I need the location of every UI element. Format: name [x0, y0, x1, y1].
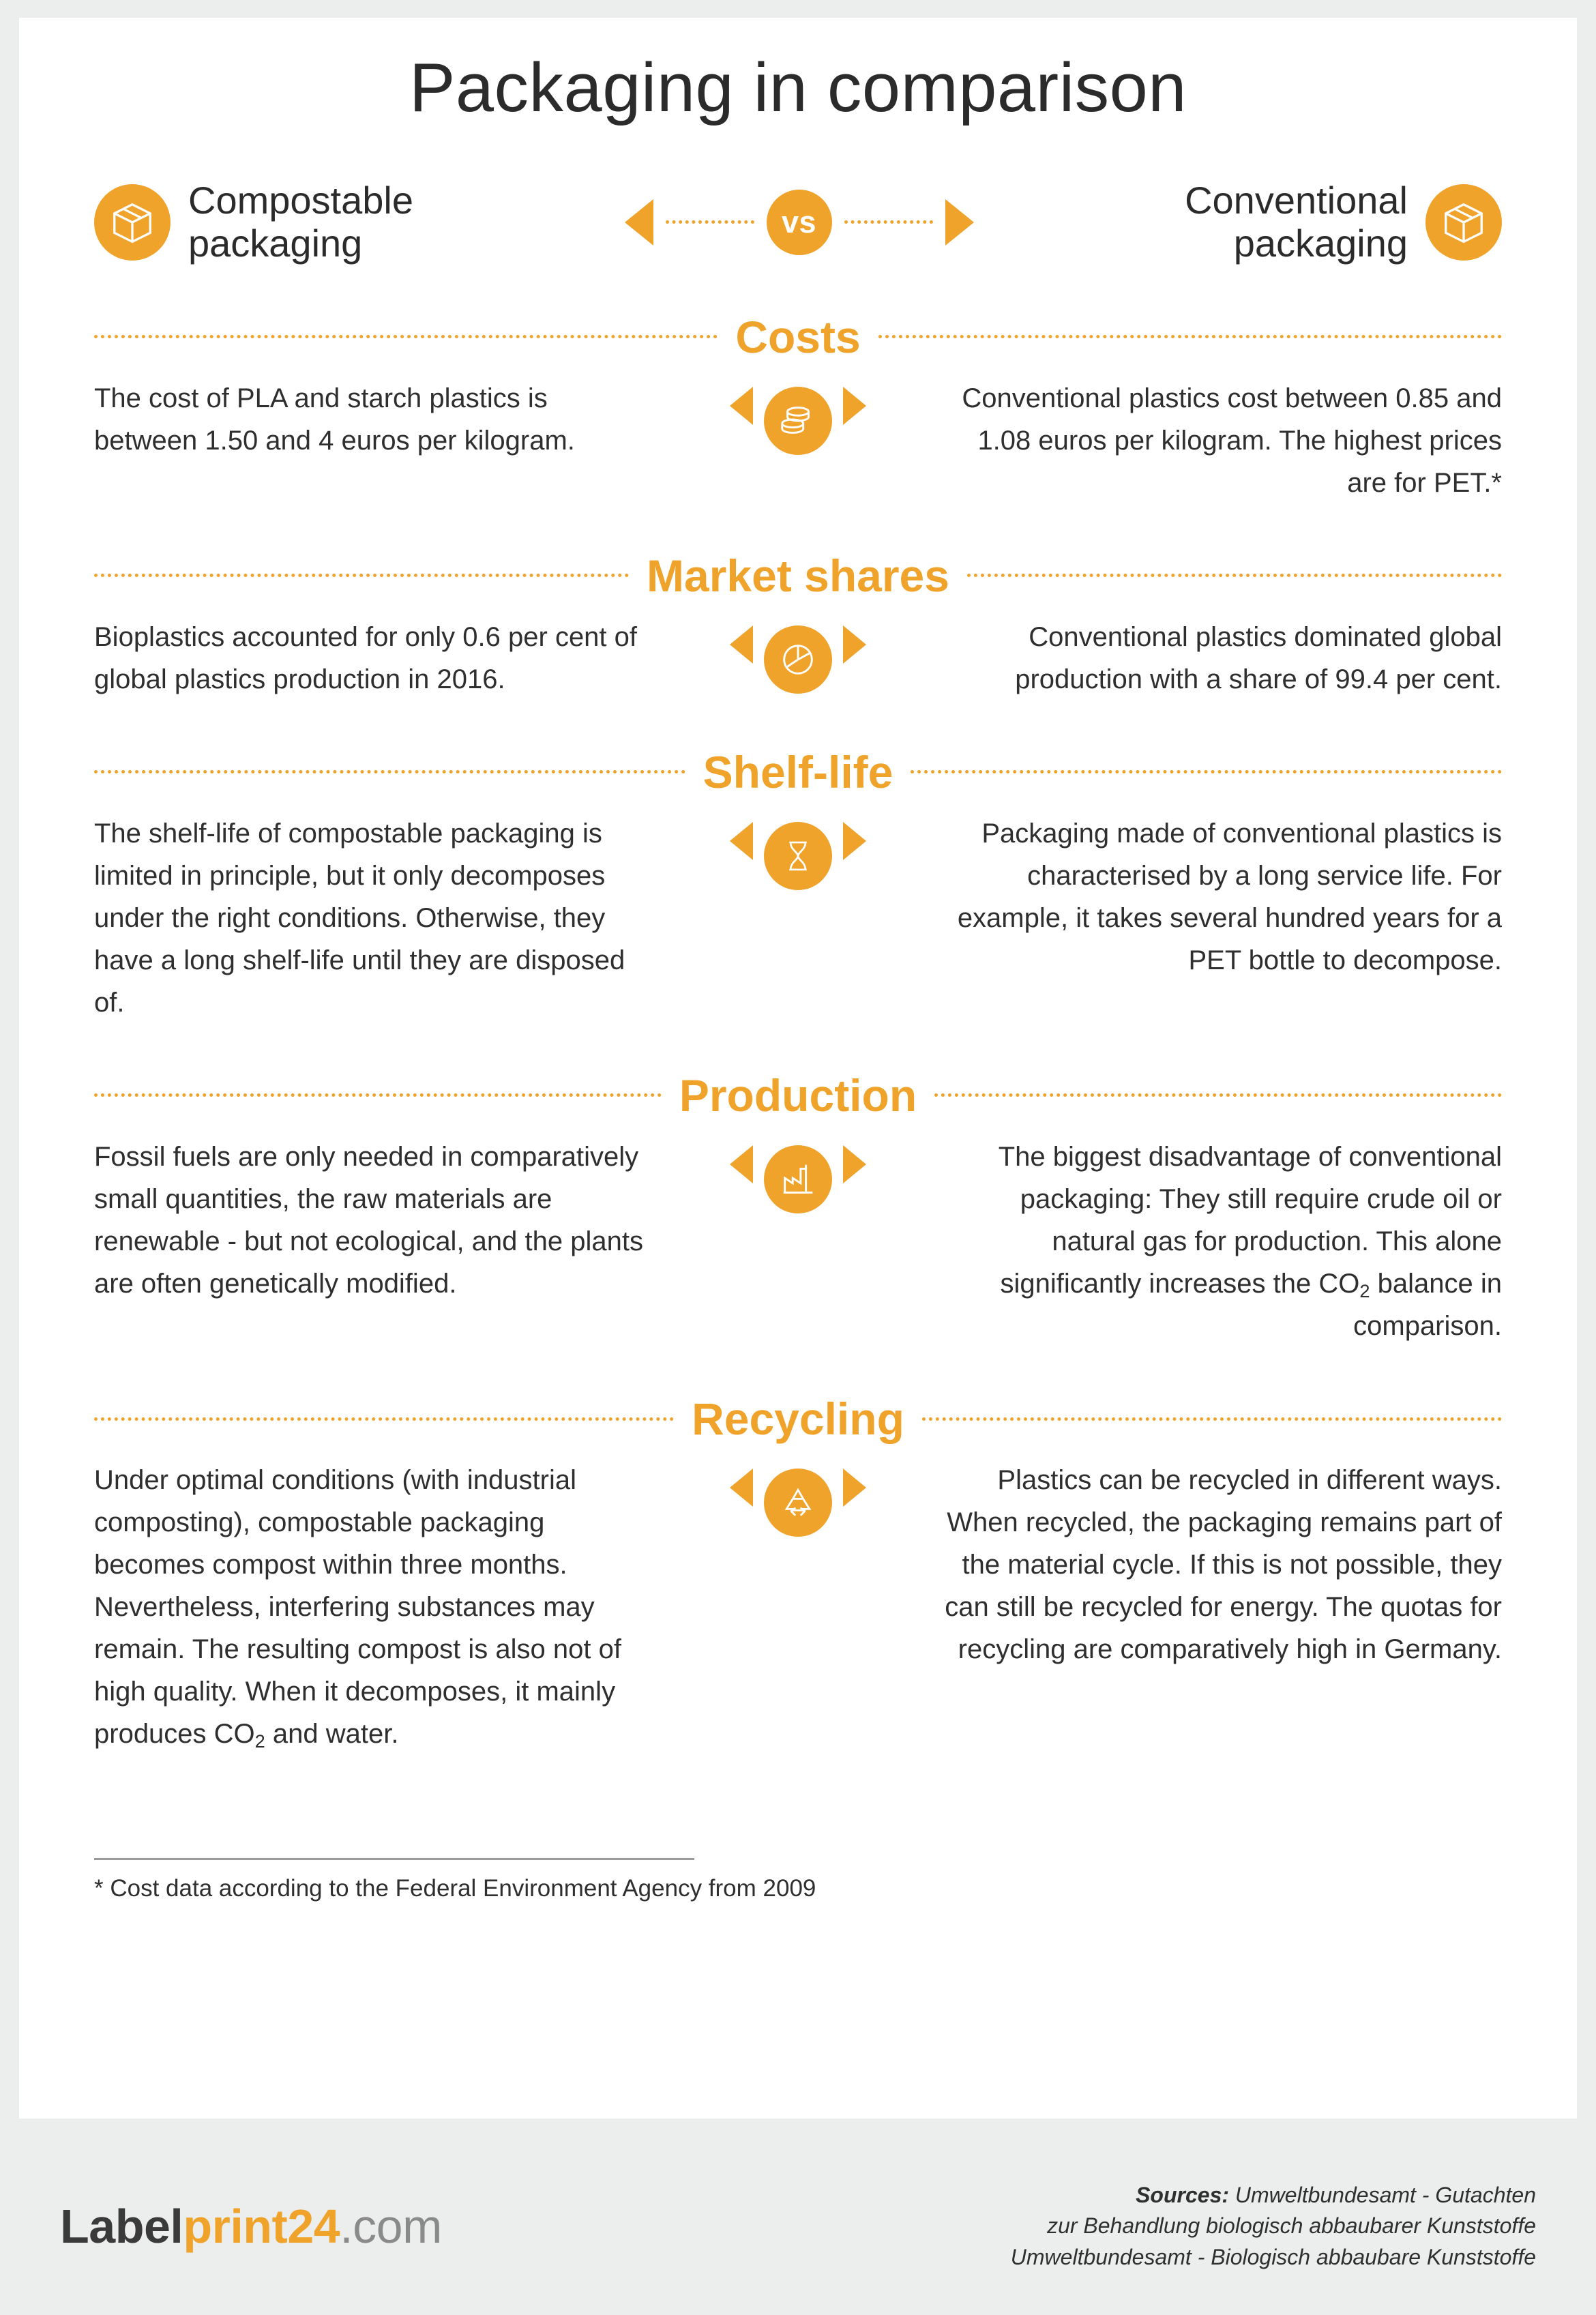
section-right-text-pre: The biggest disadvantage of conventional packaging: They still require crude oil or natural gas for production. This alone significantly increases the CO [998, 1141, 1502, 1299]
section-icon-group [660, 812, 936, 890]
header-left-label-line2: packaging [188, 221, 363, 265]
dotted-connector-left [666, 220, 754, 224]
section-title: Production [679, 1070, 917, 1121]
dotted-rule [967, 574, 1502, 577]
brand-logo[interactable] [60, 2199, 442, 2254]
section-left-text [94, 1459, 660, 1756]
footer-bar [0, 2138, 1596, 2315]
dotted-rule [94, 574, 629, 577]
co2-subscript: 2 [1359, 1280, 1370, 1301]
section-body [94, 1136, 1502, 1348]
vs-badge: vs [767, 190, 832, 255]
section-left-text-post: and water. [265, 1719, 399, 1750]
section-body [94, 812, 1502, 1024]
box-icon [94, 184, 171, 261]
arrow-left-icon [730, 387, 753, 425]
vs-group [625, 190, 974, 255]
section-body [94, 377, 1502, 504]
comparison-header [94, 179, 1502, 265]
dotted-rule [911, 770, 1502, 773]
sources-line-1 [1011, 2180, 1536, 2211]
dotted-rule [922, 1417, 1502, 1421]
footnote-text: * Cost data according to the Federal Environment Agency from 2009 [94, 1875, 816, 1902]
logo-part-print: print [183, 2200, 288, 2253]
header-right-side [1185, 179, 1502, 265]
section-title: Market shares [647, 550, 949, 601]
section-right-text [936, 1136, 1502, 1348]
arrow-right-icon [843, 1469, 866, 1507]
section-title: Shelf-life [703, 746, 893, 797]
section-left-text-pre: Under optimal conditions (with industrial composting), compostable packaging becomes compost within three months. Nevertheless, interfering substances may remain. The resulting compost is also not of high quality. When it decomposes, it mainly produces CO [94, 1465, 621, 1750]
section-heading [94, 1070, 1502, 1121]
arrow-right-icon [843, 1145, 866, 1183]
section-right-text-post: balance in comparison. [1353, 1268, 1502, 1342]
dotted-connector-right [844, 220, 933, 224]
box-icon [1425, 184, 1502, 261]
dotted-rule [94, 335, 718, 338]
header-left-side [94, 179, 413, 265]
section-title: Costs [735, 311, 861, 362]
dotted-rule [94, 1093, 662, 1097]
section-icon-group [660, 616, 936, 694]
dotted-rule [94, 770, 685, 773]
section-icon-group [660, 1459, 936, 1537]
header-right-label-line1: Conventional [1185, 179, 1408, 222]
sources-label: Sources: [1136, 2182, 1230, 2207]
header-left-label [188, 179, 413, 265]
sources-line-2: zur Behandlung biologisch abbaubarer Kunststoffe [1047, 2213, 1536, 2239]
section-market-shares [94, 550, 1502, 701]
header-left-label-line1: Compostable [188, 179, 413, 222]
arrow-left-icon [730, 1145, 753, 1183]
arrow-left-icon [730, 822, 753, 860]
section-recycling [94, 1396, 1502, 1756]
section-left-text: The cost of PLA and starch plastics is between 1.50 and 4 euros per kilogram. [94, 383, 575, 456]
section-body [94, 1459, 1502, 1756]
section-shelf-life [94, 746, 1502, 1024]
section-left-text: Bioplastics accounted for only 0.6 per cent of global plastics production in 2016. [94, 621, 638, 694]
arrow-right-icon [945, 199, 974, 246]
arrow-right-icon [843, 625, 866, 664]
section-body [94, 616, 1502, 701]
logo-part-tld: .com [340, 2200, 442, 2253]
co2-subscript: 2 [254, 1730, 265, 1752]
section-heading [94, 311, 1502, 362]
section-right-text: Conventional plastics cost between 0.85 and 1.08 euros per kilogram. The highest prices are for PET.* [962, 383, 1502, 498]
section-icon-group [660, 1136, 936, 1213]
footnote-area [94, 1858, 1502, 1902]
sources-block [1011, 2180, 1536, 2273]
section-right-text: Plastics can be recycled in different ways. When recycled, the packaging remains part of the material cycle. If this is not possible, they can still be recycled for energy. The quotas for recycling are comparatively high in Germany. [945, 1465, 1502, 1665]
sources-line-1-rest: Umweltbundesamt - Gutachten [1229, 2182, 1536, 2207]
section-left-text: Fossil fuels are only needed in comparatively small quantities, the raw materials are renewable - but not ecological, and the plants are often genetically modified. [94, 1141, 643, 1299]
header-right-label-line2: packaging [1233, 221, 1408, 265]
header-right-label [1185, 179, 1408, 265]
page-title: Packaging in comparison [409, 50, 1187, 126]
section-left-text: The shelf-life of compostable packaging is limited in principle, but it only decomposes under the right conditions. Otherwise, they have a long shelf-life until they are disposed of. [94, 818, 625, 1018]
arrow-right-icon [843, 822, 866, 860]
dotted-rule [878, 335, 1502, 338]
section-icon-group [660, 377, 936, 455]
section-right-text: Packaging made of conventional plastics is characterised by a long service life. For example, it takes several hundred years for a PET bottle to decompose. [957, 818, 1502, 975]
section-heading [94, 746, 1502, 797]
coins-icon [764, 387, 832, 455]
dotted-rule [94, 1417, 674, 1421]
section-title: Recycling [692, 1394, 904, 1445]
logo-part-number: 24 [287, 2200, 340, 2253]
arrow-left-icon [730, 625, 753, 664]
hourglass-icon [764, 822, 832, 890]
arrow-left-icon [730, 1469, 753, 1507]
arrow-left-icon [625, 199, 653, 246]
footnote-divider [94, 1858, 694, 1860]
section-right-text: Conventional plastics dominated global production with a share of 99.4 per cent. [1015, 621, 1502, 694]
section-costs [94, 311, 1502, 504]
section-production [94, 1070, 1502, 1348]
section-heading [94, 1394, 1502, 1445]
dotted-rule [934, 1093, 1502, 1097]
arrow-right-icon [843, 387, 866, 425]
pie-chart-icon [764, 625, 832, 694]
logo-part-label: Label [60, 2200, 183, 2253]
factory-icon [764, 1145, 832, 1213]
recycling-icon [764, 1469, 832, 1537]
infographic-sheet [19, 18, 1577, 2119]
sources-line-3: Umweltbundesamt - Biologisch abbaubare Kunststoffe [1010, 2244, 1536, 2269]
section-heading [94, 550, 1502, 601]
